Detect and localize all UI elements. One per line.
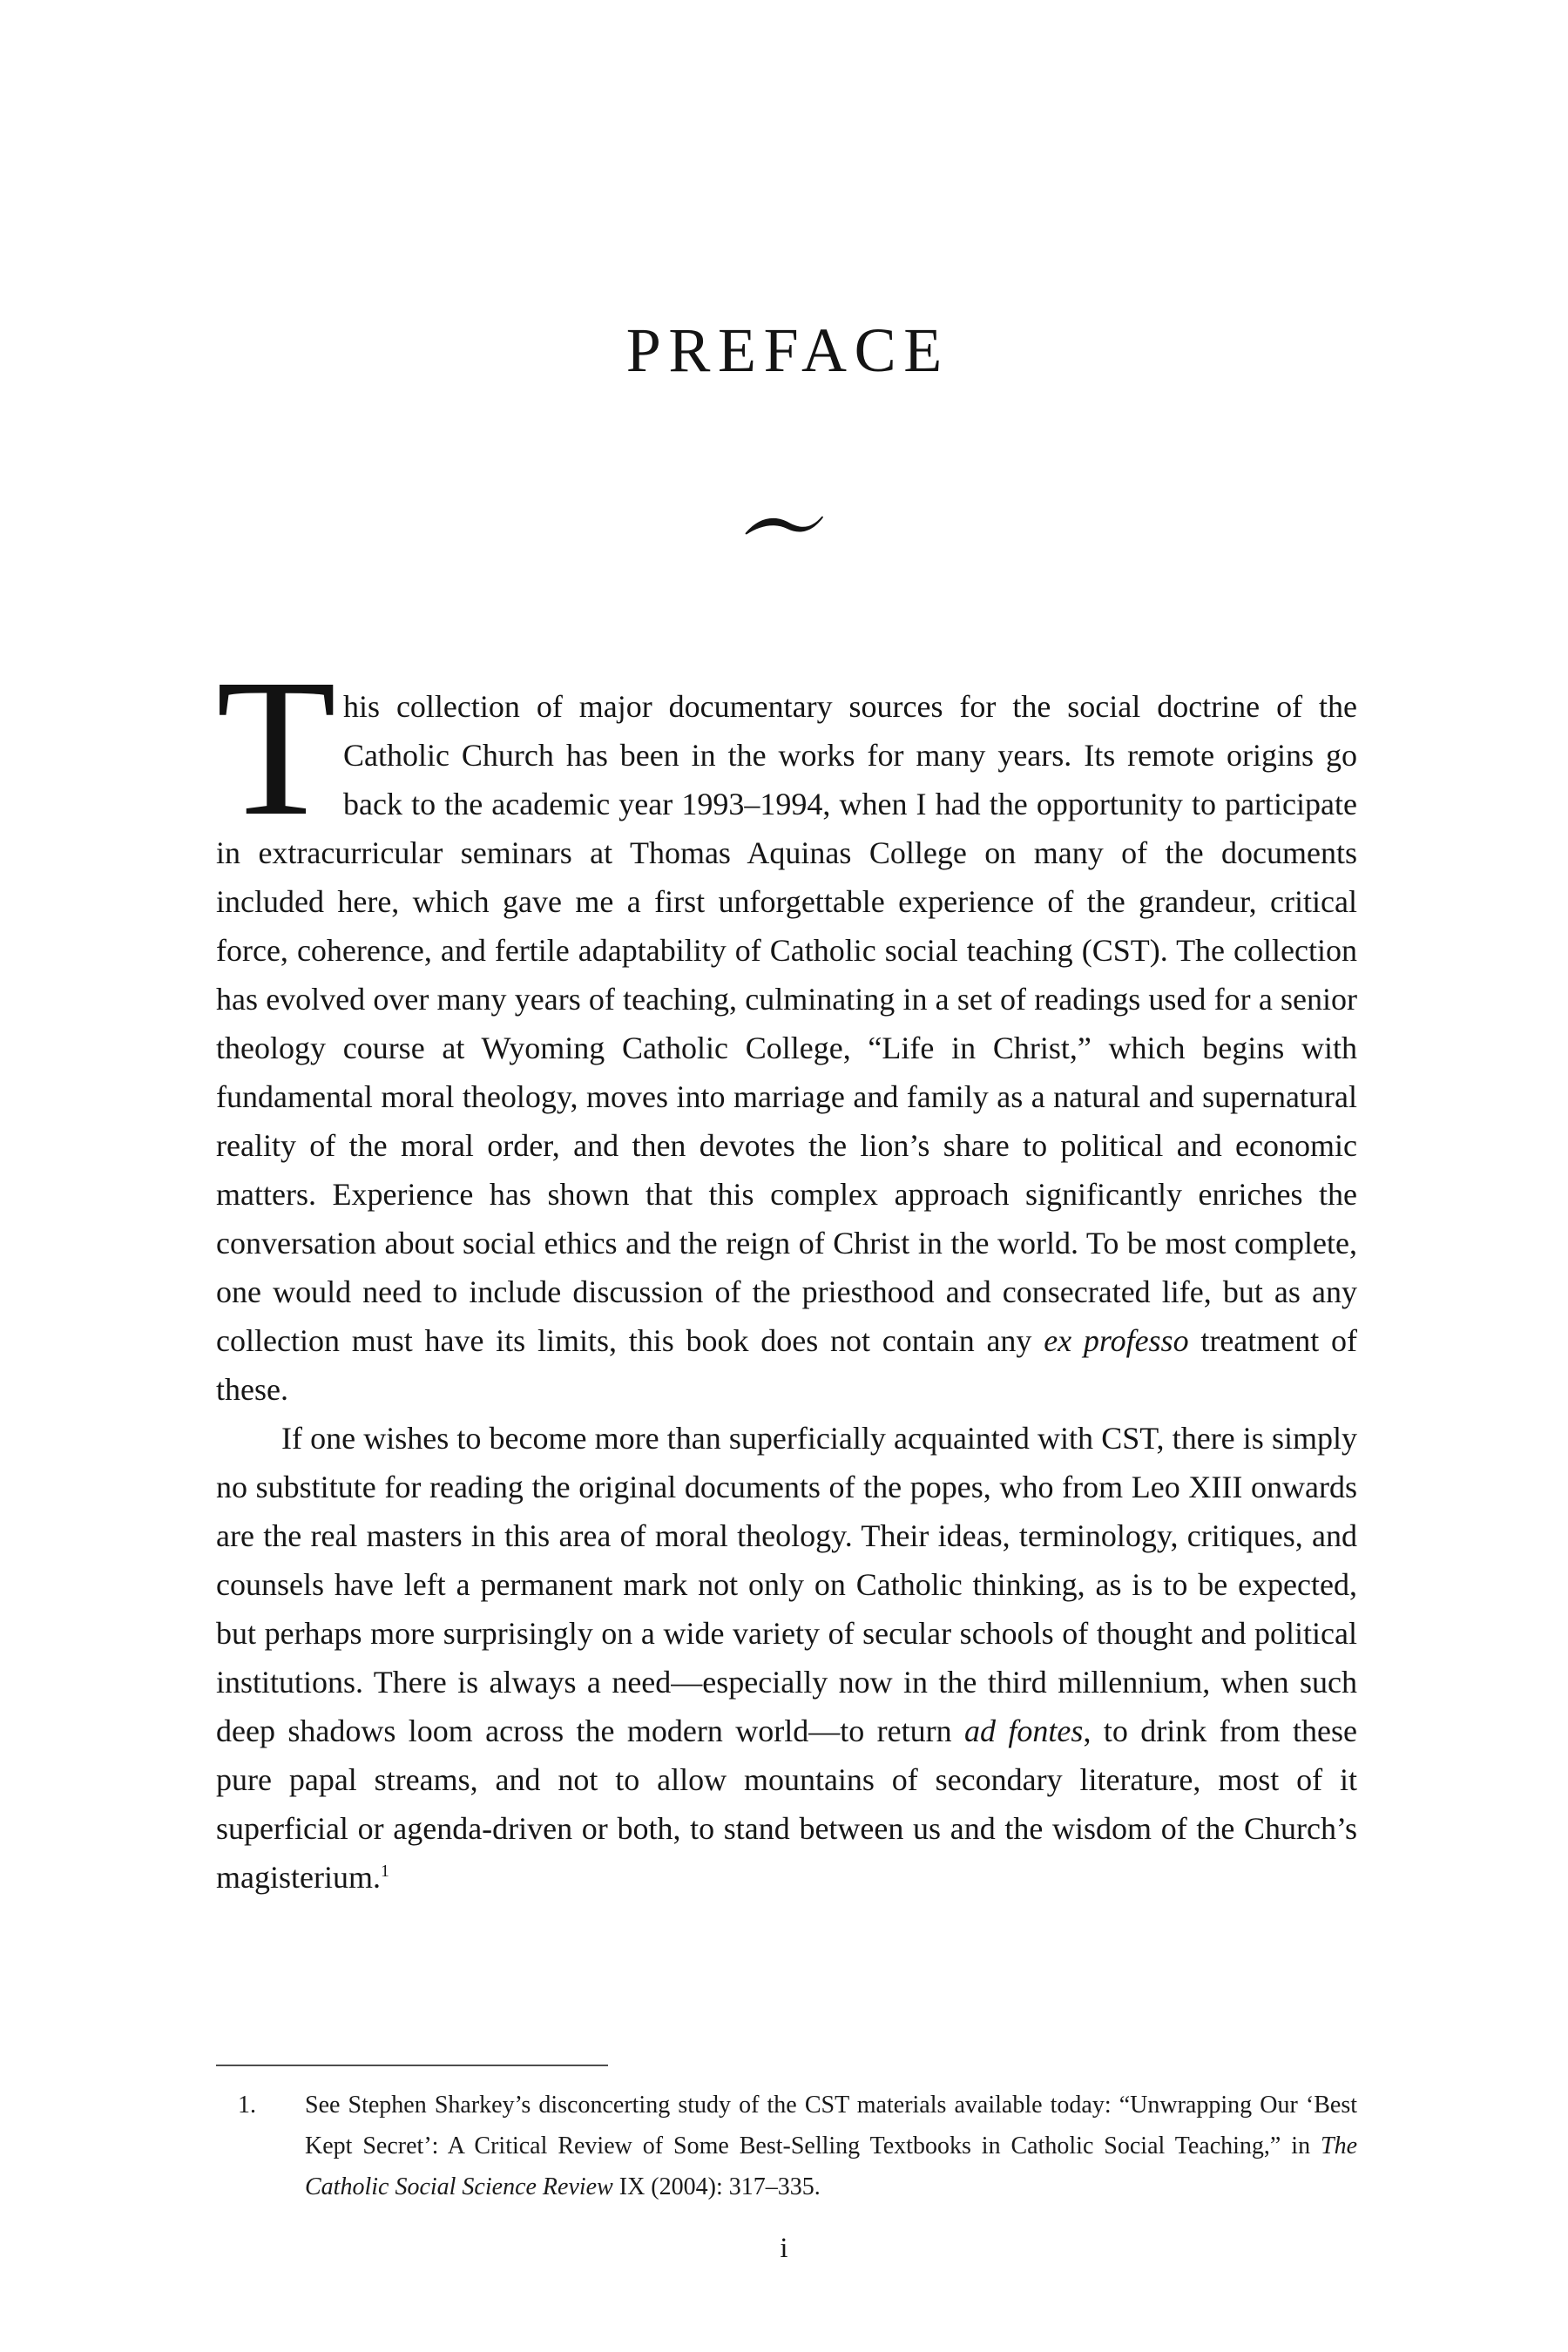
footnote-separator xyxy=(216,2065,608,2066)
section-ornament xyxy=(0,512,1568,541)
paragraph-1-italic-phrase: ex professo xyxy=(1044,1323,1189,1358)
page-title: PREFACE xyxy=(625,315,950,385)
paragraph-2-italic-phrase: ad fontes xyxy=(964,1713,1084,1748)
footnote-text xyxy=(305,2085,1357,2207)
paragraph-2 xyxy=(216,1414,1357,1902)
footnote-number: 1. xyxy=(238,2092,256,2119)
paragraph-1 xyxy=(216,639,1358,1414)
footnote-area xyxy=(216,2065,1357,2207)
footnote-text-end: IX (2004): 317–335. xyxy=(612,2173,821,2200)
footnote-text-start: See Stephen Sharkey’s disconcerting study of the CST materials available today: “Unwrapping Our ‘Best Kept Secret’: A Critical Review of Some Best-Selling Textbooks in Catholic Social Teaching,” in xyxy=(305,2092,1357,2159)
paragraph-1-text: his collection of major documentary sources for the social doctrine of the Catholic Church has been in the works for many years. Its remote origins go back to the academic year 1993–1994, when I had the opportunity to participate in extracurricular seminars at Thomas Aquinas College on many of the documents included here, which gave me a first unforgettable experience of the grandeur, critical force, coherence, and fertile adaptability of Catholic social teaching (CST). The collection has evolved over many years of teaching, culminating in a set of readings used for a senior theology course at Wyoming Catholic College, “Life in Christ,” which begins with fundamental moral theology, moves into marriage and family as a natural and supernatural reality of the moral order, and then devotes the lion’s share to political and economic matters. Experience has shown that this complex approach significantly enriches the conversation about social ethics and the reign of Christ in the world. To be most complete, one would need to include discussion of the priesthood and consecrated life, but as any collection must have its limits, this book does not contain any xyxy=(216,689,1357,1358)
preface-body xyxy=(216,639,1358,1902)
tilde-ornament-icon xyxy=(733,512,835,537)
footnote-journal-title: The Catholic Social Science Review xyxy=(305,2132,1357,2200)
footnote xyxy=(216,2085,1357,2207)
page-number: i xyxy=(780,2233,788,2264)
paragraph-2-text-end: , to drink from these pure papal streams, and not to allow mountains of secondary literature, most of it superficial or agenda-driven or both, to stand between us and the wisdom of the Church’s magisterium. xyxy=(216,1713,1357,1895)
drop-cap: T xyxy=(216,639,337,856)
paragraph-1-text-end: treatment of these. xyxy=(216,1323,1358,1407)
paragraph-2-text: If one wishes to become more than superficially acquainted with CST, there is simply no substitute for reading the original documents of the popes, who from Leo XIII onwards are the real masters in this area of moral theology. Their ideas, terminology, critiques, and counsels have left a permanent mark not only on Catholic thinking, as is to be expected, but perhaps more surprisingly on a wide variety of secular schools of thought and political institutions. There is always a need—especially now in the third millennium, when such deep shadows loom across the modern world—to return xyxy=(216,1421,1357,1748)
footnote-reference: 1 xyxy=(380,1862,389,1881)
